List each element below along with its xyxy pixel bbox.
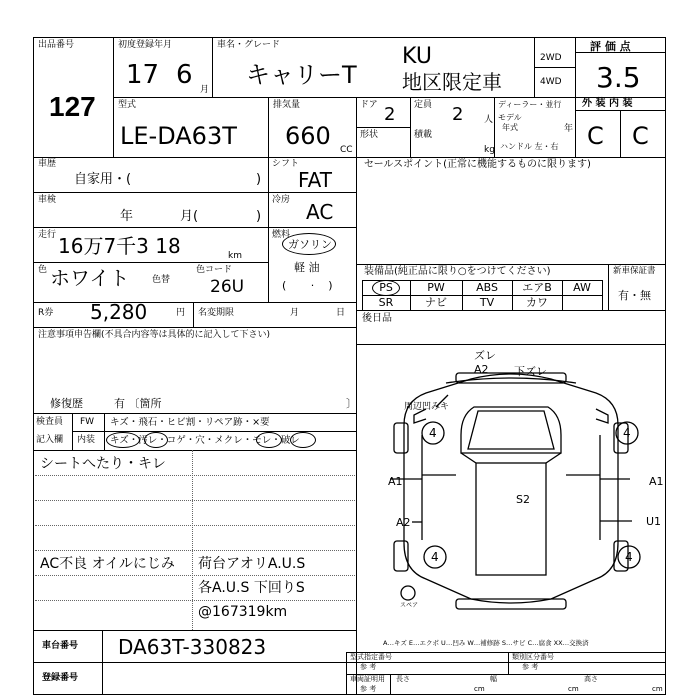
diag-label-zure: ズレ xyxy=(474,349,496,362)
remark-2: AC不良 オイルにじみ xyxy=(40,556,175,572)
width-unit: cm xyxy=(568,685,579,693)
score: 3.5 xyxy=(596,61,641,94)
equip-tv: TV xyxy=(479,296,495,309)
diag-label-side: 周辺凹みキ xyxy=(404,402,450,412)
first-reg-label: 初度登録年月 xyxy=(118,40,173,50)
first-reg-month: 6 xyxy=(176,60,193,90)
chassis-value: DA63T-330823 xyxy=(118,635,267,659)
doors-value: 2 xyxy=(384,104,396,125)
remark-1: シートへたり・キレ xyxy=(40,456,166,472)
displacement-value: 660 xyxy=(285,122,331,150)
tire-rl: 4 xyxy=(431,550,439,564)
post-installed-label: 後日品 xyxy=(362,313,392,324)
deadline-label: 名変期限 xyxy=(198,308,235,318)
diag-label-a2-left: A2 xyxy=(396,516,411,529)
model-cert-label: 型式指定番号 xyxy=(350,653,392,661)
recycle-unit: 円 xyxy=(176,308,186,318)
inspector-fw: FW xyxy=(80,417,95,427)
inspector-interior-text: キズ・汚レ・コゲ・穴・メクレ・モレ・破レ xyxy=(110,435,300,446)
year-unit: 年 xyxy=(564,124,574,134)
inspector-fw-text: キズ・飛石・ヒビ割・リペア跡・×要 xyxy=(110,417,270,428)
sales-point-label: セールスポイント(正常に機能するものに限ります) xyxy=(364,159,591,170)
repair-value: 有 〔箇所 xyxy=(114,397,162,410)
load-label: 積載 xyxy=(414,130,433,140)
height-label: 高さ xyxy=(584,675,598,683)
shift-value: FAT xyxy=(298,168,333,192)
doors-label: ドア xyxy=(360,100,378,110)
dealer-label: ディーラー・並行 xyxy=(498,100,562,109)
reg-cert-label: 車両証明用 xyxy=(350,675,385,683)
equip-abs: ABS xyxy=(476,281,498,294)
width-label: 幅 xyxy=(490,675,497,683)
recycle-value: 5,280 xyxy=(90,300,148,324)
color-value: ホワイト xyxy=(50,266,130,290)
equip-sr: SR xyxy=(378,296,394,309)
fuel-circle-mark xyxy=(282,233,336,255)
fuel-gasoline: ガソリン xyxy=(288,238,332,251)
diag-label-u1: U1 xyxy=(646,515,662,528)
diag-label-a1-right: A1 xyxy=(649,475,664,488)
mileage-value: 16万7千3 18 xyxy=(58,234,181,258)
diag-label-shita-zure: 下ズレ xyxy=(514,365,547,378)
chassis-label: 車台番号 xyxy=(42,641,79,651)
color-change-label: 色替 xyxy=(152,275,171,285)
mileage-unit: km xyxy=(228,251,242,261)
model-value: LE-DA63T xyxy=(120,122,237,150)
ac-value: AC xyxy=(306,200,334,224)
recycle-label: R券 xyxy=(38,308,54,318)
capacity-label: 定員 xyxy=(414,100,433,110)
ac-label: 冷房 xyxy=(272,195,291,205)
capacity-unit: 人 xyxy=(484,115,494,125)
equip-airbag: エアB xyxy=(522,281,552,294)
remark-5: @167319km xyxy=(198,604,288,620)
warranty-value: 有・無 xyxy=(618,289,651,302)
mileage-label: 走行 xyxy=(38,230,57,240)
class-label: 類別区分番号 xyxy=(512,653,554,661)
class-sub: 参 考 xyxy=(522,663,539,671)
drive-4wd: 4WD xyxy=(540,77,562,87)
color-label: 色 xyxy=(38,265,48,275)
displacement-unit: CC xyxy=(340,145,353,155)
height-unit: cm xyxy=(652,685,663,693)
inspection-label: 車検 xyxy=(38,195,57,205)
equip-navi: ナビ xyxy=(425,296,447,309)
drive-2wd: 2WD xyxy=(540,53,562,63)
inspection-year: 年 xyxy=(120,209,134,224)
color-code: 26U xyxy=(210,277,245,297)
inspector-label-2: 記入欄 xyxy=(36,435,64,445)
handle-label: ハンドル 左・右 xyxy=(500,142,559,151)
car-damage-diagram xyxy=(356,345,666,635)
fuel-diesel: 軽 油 xyxy=(294,261,320,274)
inspection-month: 月( xyxy=(180,209,199,224)
history-value: 自家用・( xyxy=(74,172,132,187)
deadline-month: 月 xyxy=(290,308,300,318)
repair-label: 修復歴 xyxy=(50,397,83,410)
inspection-close: ) xyxy=(256,209,262,224)
tire-fr: 4 xyxy=(623,426,631,440)
equip-ps: PS xyxy=(379,281,393,294)
shift-label: シフト xyxy=(272,159,300,169)
diagram-legend: A…キズ E…エクボ U…凹み W…補修跡 S…サビ C…腐食 XX…交換済 xyxy=(383,639,589,647)
grade-1: KU xyxy=(402,44,432,69)
equipment-label: 装備品(純正品に限り○をつけてください) xyxy=(364,266,551,277)
deadline-day: 日 xyxy=(336,308,346,318)
first-reg-month-unit: 月 xyxy=(200,85,210,95)
equip-aw: AW xyxy=(573,281,591,294)
diag-label-a1-left: A1 xyxy=(388,475,403,488)
displacement-label: 排気量 xyxy=(273,100,301,110)
model-cert-sub: 参 考 xyxy=(360,663,377,671)
exterior-grade: C xyxy=(587,122,604,150)
model-year-label-2: 年式 xyxy=(502,123,518,132)
mark-circle-2 xyxy=(144,432,168,448)
equip-pw: PW xyxy=(427,281,445,294)
notes-label: 注意事項申告欄(不具合内容等は具体的に記入して下さい) xyxy=(38,330,271,340)
length-unit: cm xyxy=(474,685,485,693)
tire-rr: 4 xyxy=(625,550,633,564)
reg-label: 登録番号 xyxy=(42,673,79,683)
lot-number-label: 出品番号 xyxy=(38,40,75,50)
remark-4: 各A.U.S 下回りS xyxy=(198,580,305,596)
interior-grade: C xyxy=(632,122,649,150)
model-year-label-1: モデル xyxy=(498,113,522,122)
mark-circle-4 xyxy=(290,432,316,448)
diag-label-a2-top: A2 xyxy=(474,363,489,376)
equip-leather: カワ xyxy=(526,296,548,309)
shape-label: 形状 xyxy=(360,130,379,140)
grade-2: 地区限定車 xyxy=(402,70,502,94)
score-label: 評 価 点 xyxy=(590,40,631,53)
remark-3: 荷台アオリA.U.S xyxy=(198,556,306,572)
mark-circle-1 xyxy=(106,432,140,448)
equip-ps-circle xyxy=(372,280,400,296)
tire-fl: 4 xyxy=(429,426,437,440)
first-reg-year: 17 xyxy=(126,60,160,90)
fuel-label: 燃料 xyxy=(272,230,291,240)
car-name: キャリーT xyxy=(246,61,357,89)
car-name-label: 車名・グレード xyxy=(217,40,281,50)
history-label: 車歴 xyxy=(38,159,57,169)
reg-cert-sub: 参 考 xyxy=(360,685,377,693)
mark-circle-3 xyxy=(256,432,282,448)
inspector-label-1: 検査員 xyxy=(36,417,64,427)
color-code-label: 色コード xyxy=(196,265,233,275)
load-unit: kg xyxy=(484,145,495,155)
warranty-label: 新車保証書 xyxy=(613,266,656,276)
inspector-interior: 内装 xyxy=(77,435,96,445)
diag-label-spare: スペア xyxy=(400,602,419,609)
history-close: ) xyxy=(256,172,262,187)
ext-int-label: 外 装 内 装 xyxy=(582,98,633,109)
lot-number: 127 xyxy=(49,91,96,122)
length-label: 長さ xyxy=(396,675,410,683)
capacity-value: 2 xyxy=(452,104,464,125)
model-label: 型式 xyxy=(118,100,137,110)
diag-label-s2: S2 xyxy=(516,493,530,506)
